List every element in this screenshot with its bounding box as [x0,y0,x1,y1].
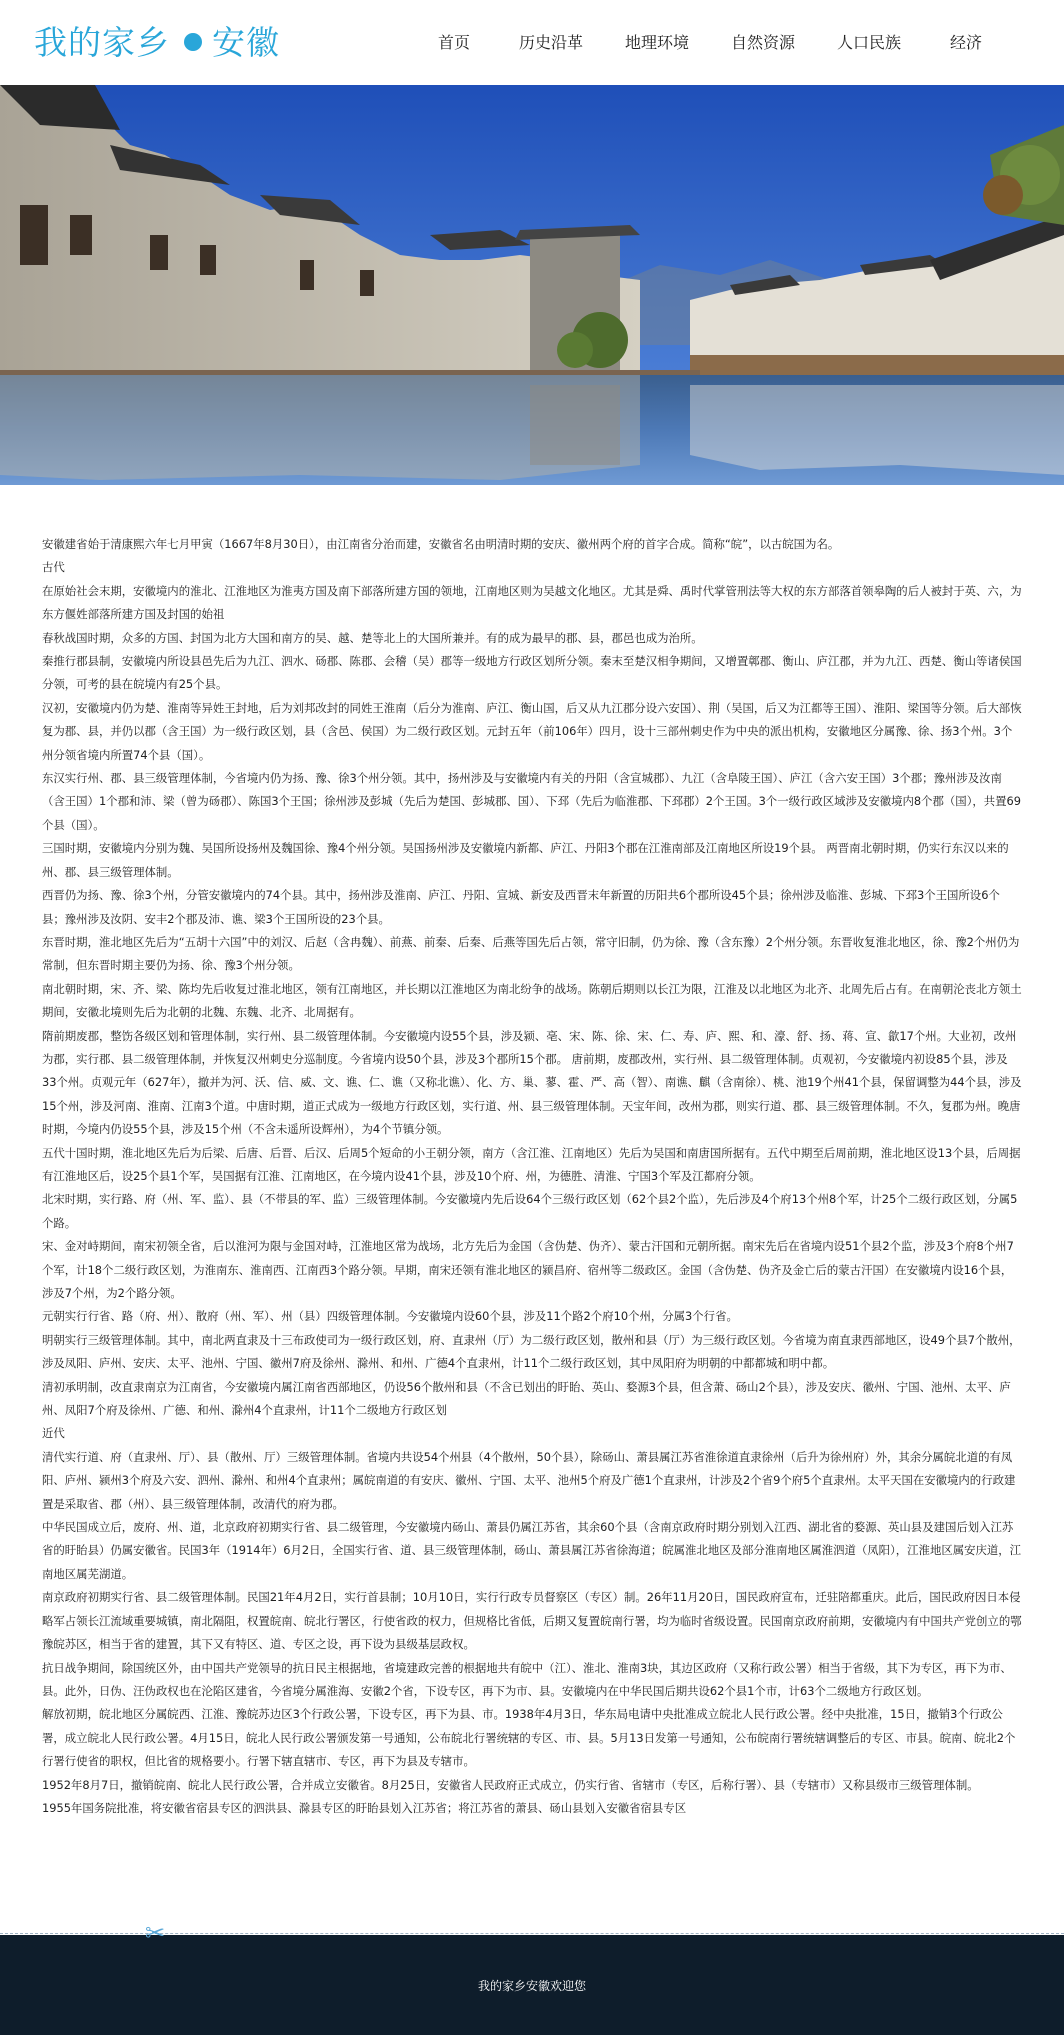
logo-text-left: 我的家乡 [34,23,170,62]
hero-banner-image [0,85,1064,485]
article-paragraph: 南北朝时期，宋、齐、梁、陈均先后收复过淮北地区，领有江南地区，并长期以江淮地区为南北纷争的战场。陈朝后期则以长江为限，江淮及以北地区为北齐、北周先后占有。在南朝沦丧北方领土期间，安徽北境则先后为北朝的北魏、东魏、北齐、北周据有。 [42,981,1022,1020]
article-paragraph: 清代实行道、府（直隶州、厅）、县（散州、厅）三级管理体制。省境内共设54个州县（4个散州，50个县），除砀山、萧县属江苏省淮徐道直隶徐州（后升为徐州府）外，其余分属皖北道的有凤阳、庐州、颍州3个府及六安、泗州、滁州、和州4个直隶州；属皖南道的有安庆、徽州、宁国、太平、池州5个府及广德1个直隶州，计涉及2个省9个府5个直隶州。太平天国在安徽境内的行政建置是采取省、郡（州）、县三级管理体制，改清代的府为郡。 [42,1449,1016,1511]
site-header [0,0,1064,85]
nav-population[interactable]: 人口民族 [836,33,901,52]
article-paragraph: 西晋仍为扬、豫、徐3个州，分管安徽境内的74个县。其中，扬州涉及淮南、庐江、丹阳、宣城、新安及西晋末年新置的历阳共6个郡所设45个县；徐州涉及临淮、彭城、下邳3个王国所设6个县；豫州涉及汝阴、安丰2个郡及沛、谯、梁3个王国所设的23个县。 [42,888,1000,926]
logo-text-right: 安徽 [212,23,280,62]
article-paragraph: 元朝实行行省、路（府、州）、散府（州、军）、州（县）四级管理体制。今安徽境内设60个县，涉及11个路2个府10个州，分属3个行省。 [42,1309,738,1324]
footer-welcome-text: 我的家乡安徽欢迎您 [477,1979,586,1993]
nav-geography[interactable]: 地理环境 [624,33,689,52]
article-paragraph: 清初承明制，改直隶南京为江南省，今安徽境内属江南省西部地区，仍设56个散州和县（不含已划出的盱眙、英山、婺源3个县，但含萧、砀山2个县），涉及安庆、徽州、宁国、池州、太平、庐州、凤阳7个府及徐州、广德、和州、滁州4个直隶州，计11个二级地方行政区划 [42,1379,1011,1418]
site-footer [0,1919,1064,2035]
article-paragraph: 1955年国务院批准，将安徽省宿县专区的泗洪县、滁县专区的盱眙县划入江苏省；将江苏省的萧县、砀山县划入安徽省宿县专区 [42,1800,687,1815]
scissors-icon: ✂ [145,1919,166,1947]
article-paragraph: 隋前期废郡，整饬各级区划和管理体制，实行州、县二级管理体制。今安徽境内设55个县，涉及颍、亳、宋、陈、徐、宋、仁、寿、庐、熙、和、濠、舒、扬、蒋、宣、歙17个州。大业初，改州为郡，实行郡、县二级管理体制，并恢复汉州刺史分巡制度。今省境内设50个县，涉及3个郡所15个郡。 唐前期，废郡改州，实行州、县二级管理体制。贞观初，今安徽境内初设85个县，涉及33个州。贞观元年（627年），撤并为河、沃、信、威、文、谯、仁、谯（又称北谯）、化、方、巢、蓼、霍、严、高（智）、南谯、麒（含南徐）、桃、池19个州41个县，保留调整为44个县，涉及15个州，涉及河南、淮南、江南3个道。中唐时期，道正式成为一级地方行政区划，实行道、州、县三级管理体制。天宝年间，改州为郡，则实行道、郡、县三级管理体制。不久，复郡为州。晚唐时期，今境内仍设55个县，涉及15个州（不含未遥所设辉州），为4个节镇分领。 [42,1028,1022,1137]
article-paragraph: 安徽建省始于清康熙六年七月甲寅（1667年8月30日），由江南省分治而建，安徽省名由明清时期的安庆、徽州两个府的首字合成。简称“皖”，以古皖国为名。 [42,537,840,551]
article-paragraph: 春秋战国时期，众多的方国、封国为北方大国和南方的吴、越、楚等北上的大国所兼并。有的成为最早的郡、县，郡邑也成为治所。 [42,630,703,645]
article-paragraph: 三国时期，安徽境内分别为魏、吴国所设扬州及魏国徐、豫4个州分领。吴国扬州涉及安徽境内新都、庐江、丹阳3个郡在江淮南部及江南地区所设19个县。 两晋南北朝时期，仍实行东汉以来的州、郡、县三级管理体制。 [42,841,1009,879]
section-heading: 古代 [42,560,65,575]
article-paragraph: 东汉实行州、郡、县三级管理体制，今省境内仍为扬、豫、徐3个州分领。其中，扬州涉及与安徽境内有关的丹阳（含宣城郡）、九江（含阜陵王国）、庐江（含六安王国）3个郡；豫州涉及汝南（含王国）1个郡和沛、梁（曾为砀郡）、陈国3个王国；徐州涉及彭城（先后为楚国、彭城郡、国）、下邳（先后为临淮郡、下邳郡）2个王国。3个一级行政区域涉及安徽境内8个郡（国），共置69个县（国）。 [42,771,1022,832]
main-nav [410,26,1010,60]
article-paragraph: 北宋时期，实行路、府（州、军、监）、县（不带县的军、监）三级管理体制。今安徽境内先后设64个三级行政区划（62个县2个监），先后涉及4个府13个州8个军，计25个二级行政区划，分属5个路。 [42,1192,1018,1230]
article-paragraph: 五代十国时期，淮北地区先后为后梁、后唐、后晋、后汉、后周5个短命的小王朝分领，南方（含江淮、江南地区）先后为吴国和南唐国所据有。五代中期至后周前期，淮北地区设13个县，后周据有江淮地区后，设25个县1个军，吴国据有江淮、江南地区，在今境内设41个县，涉及10个府、州，为德胜、清淮、宁国3个军及江都府分领。 [42,1145,1021,1183]
article-paragraph: 1952年8月7日，撤销皖南、皖北人民行政公署，合并成立安徽省。8月25日，安徽省人民政府正式成立，仍实行省、省辖市（专区，后称行署）、县（专辖市）又称县级市三级管理体制。 [42,1777,979,1792]
logo-dot-icon [184,33,202,51]
article-paragraph: 秦推行郡县制，安徽境内所设县邑先后为九江、泗水、砀郡、陈郡、会稽（吴）郡等一级地方行政区划所分领。秦末至楚汉相争期间，又增置鄣郡、衡山、庐江郡，并为九江、西楚、衡山等诸侯国分领，可考的县在皖境内有25个县。 [42,654,1022,692]
article-paragraph: 明朝实行三级管理体制。其中，南北两直隶及十三布政使司为一级行政区划，府、直隶州（厅）为二级行政区划，散州和县（厅）为三级行政区划。今省境为南直隶西部地区，设49个县7个散州，涉及凤阳、庐州、安庆、太平、池州、宁国、徽州7府及徐州、滁州、和州、广德4个直隶州，计11个二级行政区划，其中凤阳府为明朝的中都都城和明中都。 [42,1332,1021,1371]
article-paragraph: 解放初期，皖北地区分属皖西、江淮、豫皖苏边区3个行政公署，下设专区，再下为县、市。1938年4月3日，华东局电请中央批准成立皖北人民行政公署。经中央批准，15日，撤销3个行政公署，成立皖北人民行政公署。4月15日，皖北人民行政公署颁发第一号通知，公布皖北行署统辖的专区、市、县。5月13日发第一号通知，公布皖南行署统辖调整后的专区、市县。皖南、皖北2个行署行使省的职权，但比省的规格要小。行署下辖直辖市、专区，再下为县及专辖市。 [42,1707,1016,1769]
section-heading: 近代 [42,1426,65,1441]
article-paragraph: 在原始社会末期，安徽境内的淮北、江淮地区为淮夷方国及南下部落所建方国的领地，江南地区则为吴越文化地区。尤其是舜、禹时代掌管刑法等大权的东方部落首领皋陶的后人被封于英、六，为东方偃姓部落所建方国及封国的始祖 [42,583,1022,622]
site-logo[interactable] [34,18,280,68]
nav-home[interactable]: 首页 [437,33,470,52]
article-paragraph: 东晋时期，淮北地区先后为“五胡十六国”中的刘汉、后赵（含冉魏）、前燕、前秦、后秦、后燕等国先后占领，常守旧制，仍为徐、豫（含东豫）2个州分领。东晋收复淮北地区，徐、豫2个州仍为常制，但东晋时期主要仍为扬、徐、豫3个州分领。 [42,934,1020,973]
article-paragraph: 南京政府初期实行省、县二级管理体制。民国21年4月2日，实行首县制；10月10日，实行行政专员督察区（专区）制。26年11月20日，国民政府宣布，迁驻陪都重庆。此后，国民政府因日本侵略军占领长江流域重要城镇，南北隔阻，权置皖南、皖北行署区，行使省政的权力，但规格比省低，后期又复置皖南行署，均为临时省级设置。民国南京政府前期，安徽境内有中国共产党创立的鄂豫皖苏区，相当于省的建置，其下又有特区、道、专区之设，再下设为县级基层政权。 [42,1590,1022,1652]
article-paragraph: 中华民国成立后，废府、州、道，北京政府初期实行省、县二级管理，今安徽境内砀山、萧县仍属江苏省，其余60个县（含南京政府时期分别划入江西、湖北省的婺源、英山县及建国后划入江苏省的盱眙县）仍属安徽省。民国3年（1914年）6月2日，全国实行省、道、县三级管理体制，砀山、萧县属江苏省徐海道；皖属淮北地区及部分淮南地区属淮泗道（凤阳），江淮地区属安庆道，江南地区属芜湖道。 [42,1520,1022,1581]
history-article [42,533,1022,1820]
article-paragraph: 汉初，安徽境内仍为楚、淮南等异姓王封地，后为刘邦改封的同姓王淮南（后分为淮南、庐江、衡山国，后又从九江郡分设六安国）、荆（吴国，后又为江都等王国）、淮阳、梁国等分领。后大部恢复为郡、县，并仍以郡（含王国）为一级行政区划，县（含邑、侯国）为二级行政区划。元封五年（前106年）四月，设十三部州刺史作为中央的派出机构，安徽地区分属豫、徐、扬3个州。3个州分领省境内所置74个县（国）。 [42,700,1022,762]
nav-resources[interactable]: 自然资源 [730,33,795,52]
article-paragraph: 抗日战争期间，除国统区外，由中国共产党领导的抗日民主根据地，省境建政完善的根据地共有皖中（江）、淮北、淮南3块，其边区政府（又称行政公署）相当于省级，其下为专区，再下为市、县。此外，日伪、汪伪政权也在沦陷区建省，今省境分属淮海、安徽2个省，下设专区，再下为市、县。安徽境内在中华民国后期共设62个县1个市，计63个二级地方行政区划。 [42,1660,1012,1698]
nav-history[interactable]: 历史沿革 [518,33,583,52]
article-paragraph: 宋、金对峙期间，南宋初领全省，后以淮河为限与金国对峙，江淮地区常为战场，北方先后为金国（含伪楚、伪齐）、蒙古汗国和元朝所据。南宋先后在省境内设51个县2个监，涉及3个府8个州7个军，计18个二级行政区划，为淮南东、淮南西、江南西3个路分领。早期，南宋还领有淮北地区的颍昌府、宿州等二级政区。金国（含伪楚、伪齐及金亡后的蒙古汗国）在安徽境内设16个县，涉及7个州，为2个路分领。 [42,1239,1014,1300]
nav-economy[interactable]: 经济 [949,33,982,52]
